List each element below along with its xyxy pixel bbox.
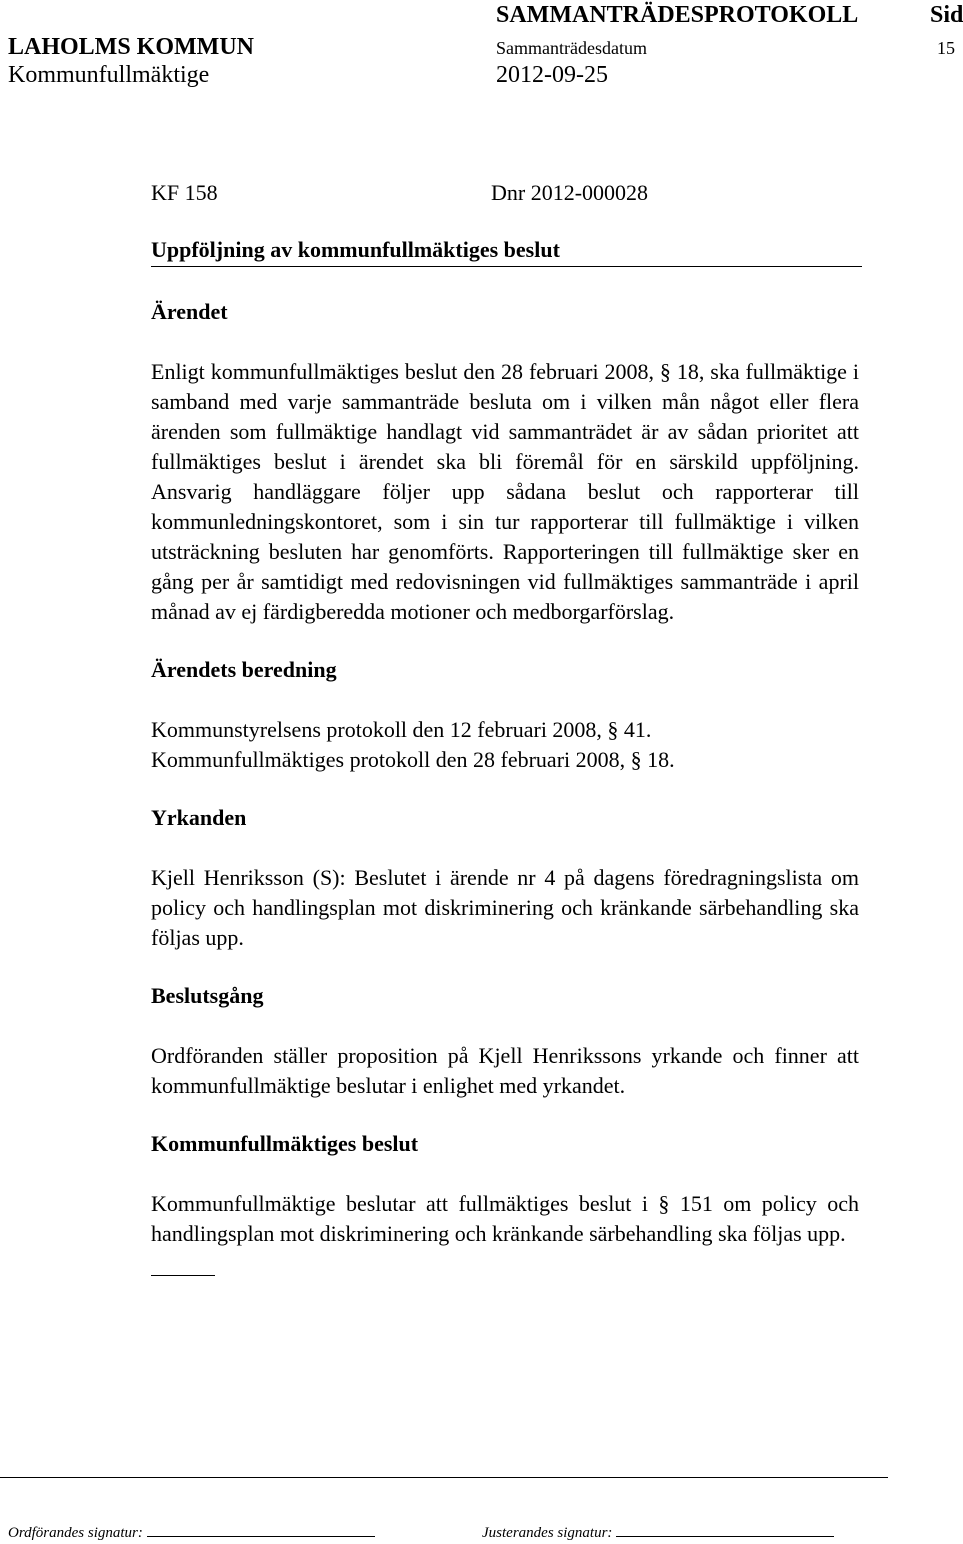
arendet-text: Enligt kommunfullmäktiges beslut den 28 februari 2008, § 18, ska fullmäktige i samband med varje sammanträde besluta om i vilken mån något eller flera ärenden som fullmäktige handlagt vid sammanträdet är av sådan prioritet att fullmäktiges beslut i ärendet ska bli föremål för en särskild uppföljning. Ansvarig handläggare följer upp sådana beslut och rapporterar till kommunledningskontoret, som i sin tur rapporterar till fullmäktige i vilken utsträckning besluten har genomförts. Rapporteringen till fullmäktige sker en gång per år samtidigt med redovisningen vid fullmäktiges sammanträde i april månad av ej färdigberedda motioner och medborgarförslag.: [151, 359, 859, 624]
registration-number: Dnr 2012-000028: [491, 180, 649, 205]
page-number: 15: [937, 38, 955, 58]
beredning-line-1: Kommunstyrelsens protokoll den 12 februari 2008, § 41.: [151, 717, 652, 742]
document-type: SAMMANTRÄDESPROTOKOLL: [496, 2, 859, 28]
heading-beslutsgang: Beslutsgång: [151, 983, 264, 1008]
governing-body: Kommunfullmäktige: [8, 62, 210, 88]
case-number: KF 158: [151, 180, 218, 205]
case-title: Uppföljning av kommunfullmäktiges beslut: [151, 236, 862, 267]
heading-beredning: Ärendets beredning: [151, 657, 337, 682]
heading-beslut: Kommunfullmäktiges beslut: [151, 1131, 419, 1156]
beredning-line-2: Kommunfullmäktiges protokoll den 28 februari 2008, § 18.: [151, 747, 675, 772]
beslutsgang-text: Ordföranden ställer proposition på Kjell Henrikssons yrkande och finner att kommunfullmäktige beslutar i enlighet med yrkandet.: [151, 1043, 859, 1098]
chair-signature: [8, 1522, 375, 1542]
heading-arendet: Ärendet: [151, 299, 228, 324]
case-line: [151, 178, 859, 210]
beslut-text: Kommunfullmäktige beslutar att fullmäktiges beslut i § 151 om policy och handlingsplan mot diskriminering och kränkande särbehandling ska följas upp.: [151, 1191, 859, 1246]
adjuster-signature: [482, 1522, 834, 1542]
section-end-rule: [151, 1275, 215, 1276]
municipality-name: LAHOLMS KOMMUN: [8, 34, 254, 60]
footer-divider: [0, 1477, 888, 1478]
yrkanden-text: Kjell Henriksson (S): Beslutet i ärende nr 4 på dagens föredragningslista om policy och handlingsplan mot diskriminering och kränkande särbehandling ska följas upp.: [151, 865, 859, 950]
meeting-date-label: Sammanträdesdatum: [496, 38, 647, 58]
adjuster-signature-label: Justerandes signatur:: [482, 1525, 613, 1541]
chair-signature-label: Ordförandes signatur:: [8, 1525, 143, 1541]
protocol-section: [151, 178, 859, 1276]
page-label: Sid: [930, 2, 963, 28]
adjuster-signature-line[interactable]: [616, 1522, 834, 1537]
meeting-date: 2012-09-25: [496, 62, 608, 88]
chair-signature-line[interactable]: [147, 1522, 375, 1537]
heading-yrkanden: Yrkanden: [151, 805, 247, 830]
